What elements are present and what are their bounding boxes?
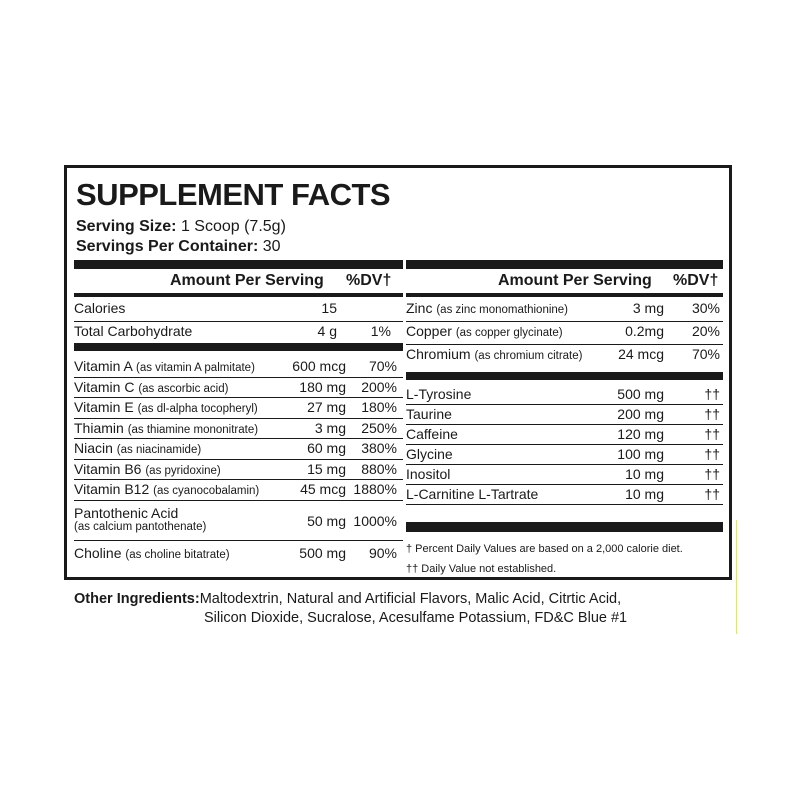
nutrient-name-text: Vitamin A <box>74 358 133 374</box>
nutrient-dv: 250% <box>361 419 397 436</box>
row-divider <box>74 479 403 480</box>
right-other-row <box>406 446 723 464</box>
right-other-row <box>406 386 723 404</box>
nutrient-name-text: Vitamin B12 <box>74 481 150 497</box>
row-divider <box>406 321 723 322</box>
nutrient-dv: 70% <box>368 358 397 374</box>
row-divider <box>74 500 403 501</box>
nutrient-name-text: Inositol <box>406 466 451 482</box>
right-column <box>406 260 723 575</box>
nutrient-name <box>406 406 452 422</box>
nutrient-name <box>406 346 582 362</box>
supplement-facts-panel <box>64 165 732 580</box>
right-mineral-row <box>406 346 723 367</box>
row-divider <box>74 459 403 460</box>
row-divider <box>74 377 403 378</box>
nutrient-source: (as ascorbic acid) <box>138 382 229 395</box>
nutrient-source: (as zinc monomathionine) <box>436 304 569 316</box>
serving-size-label: Serving Size: <box>76 218 177 235</box>
nutrient-source: (as dl-alpha tocopheryl) <box>137 403 258 415</box>
serving-size-value: 1 Scoop (7.5g) <box>180 218 286 235</box>
right-bottom-bar <box>406 522 723 532</box>
left-vitamin-row <box>74 440 403 459</box>
nutrient-name <box>74 379 228 395</box>
panel-title: SUPPLEMENT FACTS <box>76 177 391 212</box>
row-divider <box>406 464 723 465</box>
nutrient-dv: †† <box>704 486 720 502</box>
serving-size <box>76 218 286 236</box>
accent-line <box>736 520 737 634</box>
left-column <box>74 260 403 570</box>
nutrient-dv: †† <box>704 446 720 462</box>
nutrient-name <box>74 358 255 374</box>
nutrient-name-text: Taurine <box>406 406 452 422</box>
nutrient-name <box>74 545 230 561</box>
right-other-row <box>406 426 723 444</box>
nutrient-amount: 10 mg <box>625 486 664 502</box>
nutrient-dv: †† <box>704 466 720 482</box>
right-other-row <box>406 486 723 504</box>
row-divider <box>74 397 403 398</box>
nutrient-row-choline <box>74 545 403 563</box>
left-energy-row <box>74 300 403 321</box>
other-ingredients-line1: Maltodextrin, Natural and Artificial Flavors, Malic Acid, Citrtic Acid, <box>199 591 622 607</box>
nutrient-amount: 180 mg <box>299 378 346 395</box>
nutrient-name-text: L-Tyrosine <box>406 386 472 402</box>
row-divider <box>74 540 403 541</box>
servings-per-container <box>76 238 281 256</box>
nutrient-name-text: Vitamin E <box>74 399 134 415</box>
left-header-rule <box>74 293 403 297</box>
nutrient-name <box>74 461 221 477</box>
nutrient-source: (as calcium pantothenate) <box>74 521 207 533</box>
nutrient-name <box>406 466 450 482</box>
row-divider <box>74 438 403 439</box>
nutrient-name-text: Glycine <box>406 446 453 462</box>
nutrient-amount: 15 mg <box>307 460 346 477</box>
row-divider <box>406 424 723 425</box>
nutrient-amount: 60 mg <box>307 440 346 456</box>
right-mineral-row <box>406 300 723 321</box>
nutrient-amount: 100 mg <box>617 446 664 462</box>
left-energy-row <box>74 323 403 344</box>
nutrient-dv: †† <box>704 406 720 422</box>
right-header-dv: %DV† <box>673 272 719 289</box>
left-vitamin-row <box>74 481 403 500</box>
nutrient-name-text: Thiamin <box>74 419 124 436</box>
nutrient-dv: 180% <box>361 399 397 415</box>
nutrient-amount: 4 g <box>317 323 337 339</box>
nutrient-name <box>406 386 471 402</box>
nutrient-source: (as vitamin A palmitate) <box>136 362 255 374</box>
nutrient-name-text: Zinc <box>406 300 433 316</box>
nutrient-dv: 1880% <box>353 481 397 497</box>
nutrient-dv: 200% <box>361 378 397 395</box>
nutrient-name <box>406 426 458 442</box>
right-header-rule <box>406 293 723 297</box>
nutrient-source: (as niacinamide) <box>116 444 202 456</box>
nutrient-name-text: L-Carnitine L-Tartrate <box>406 486 539 502</box>
nutrient-amount: 600 mcg <box>292 358 346 374</box>
left-vitamin-row <box>74 399 403 418</box>
nutrient-name <box>74 420 258 436</box>
nutrient-amount: 15 <box>321 300 337 316</box>
left-mid-bar <box>74 343 403 351</box>
nutrient-name <box>406 300 568 316</box>
nutrient-name-text: Calories <box>74 300 126 316</box>
left-vitamin-row <box>74 461 403 480</box>
nutrient-source: (as chromium citrate) <box>474 350 583 362</box>
other-ingredients <box>74 590 628 626</box>
left-header-amount: Amount Per Serving <box>170 272 324 289</box>
nutrient-amount: 0.2mg <box>625 323 664 339</box>
nutrient-name <box>74 323 192 339</box>
nutrient-amount: 500 mg <box>299 545 346 561</box>
nutrient-amount: 24 mcg <box>618 346 664 362</box>
nutrient-dv: 1% <box>370 323 391 339</box>
nutrient-amount: 500 mg <box>617 386 664 402</box>
nutrient-dv: 30% <box>691 300 720 316</box>
nutrient-name-text: Total Carbohydrate <box>74 323 193 339</box>
right-mid-bar <box>406 372 723 380</box>
nutrient-amount: 45 mcg <box>300 481 346 497</box>
nutrient-amount: 27 mg <box>307 399 346 415</box>
nutrient-dv: 380% <box>361 440 397 456</box>
left-vitamin-row <box>74 358 403 377</box>
nutrient-source: (as choline bitatrate) <box>125 549 230 561</box>
nutrient-amount: 10 mg <box>625 466 664 482</box>
nutrient-dv: 20% <box>691 323 720 339</box>
row-divider <box>406 404 723 405</box>
nutrient-dv: 70% <box>691 346 720 362</box>
servings-per-container-value: 30 <box>262 238 281 255</box>
nutrient-row-pantothenic <box>74 505 403 537</box>
other-ingredients-line2: Silicon Dioxide, Sucralose, Acesulfame Potassium, FD&C Blue #1 <box>204 610 628 626</box>
nutrient-dv: †† <box>704 426 720 442</box>
nutrient-amount: 200 mg <box>617 406 664 422</box>
nutrient-name-text: Chromium <box>406 346 471 362</box>
nutrient-name-text: Vitamin C <box>74 378 135 395</box>
nutrient-name: Pantothenic Acid <box>74 505 179 521</box>
right-header-amount: Amount Per Serving <box>498 272 652 289</box>
right-other-row <box>406 406 723 424</box>
servings-per-container-label: Servings Per Container: <box>76 238 259 255</box>
left-top-bar <box>74 260 403 269</box>
nutrient-dv: 90% <box>368 545 397 561</box>
nutrient-name <box>74 440 201 456</box>
row-divider <box>406 444 723 445</box>
nutrient-dv: 880% <box>361 460 397 477</box>
nutrient-name-text: Vitamin B6 <box>74 460 142 477</box>
other-ingredients-label: Other Ingredients: <box>74 591 200 607</box>
footnote-percent-dv: † Percent Daily Values are based on a 2,000 calorie diet. <box>406 543 683 555</box>
nutrient-name <box>74 481 259 497</box>
nutrient-name <box>74 399 258 415</box>
nutrient-name-text: Copper <box>406 323 452 339</box>
row-divider <box>74 321 403 322</box>
left-vitamin-row <box>74 420 403 439</box>
nutrient-amount: 3 mg <box>314 419 346 436</box>
nutrient-name <box>406 446 453 462</box>
nutrient-name-text: Niacin <box>74 440 113 456</box>
nutrient-name <box>406 323 563 339</box>
row-divider <box>406 344 723 345</box>
left-header-dv: %DV† <box>346 272 392 289</box>
left-vitamin-row <box>74 379 403 398</box>
nutrient-amount: 3 mg <box>632 300 664 316</box>
nutrient-source: (as pyridoxine) <box>145 464 221 477</box>
nutrient-dv: †† <box>704 386 720 402</box>
nutrient-source: (as cyanocobalamin) <box>153 485 260 497</box>
row-divider <box>74 418 403 419</box>
right-top-bar <box>406 260 723 269</box>
row-divider <box>406 504 723 505</box>
nutrient-amount: 120 mg <box>617 426 664 442</box>
nutrient-name-text: Choline <box>74 545 122 561</box>
nutrient-name <box>74 300 125 316</box>
right-other-row <box>406 466 723 484</box>
nutrient-source: (as thiamine mononitrate) <box>127 423 259 436</box>
nutrient-name-text: Caffeine <box>406 426 458 442</box>
footnote-dv-not-established: †† Daily Value not established. <box>406 563 557 575</box>
nutrient-amount: 50 mg <box>307 513 346 529</box>
right-mineral-row <box>406 323 723 344</box>
nutrient-dv: 1000% <box>353 513 397 529</box>
row-divider <box>406 484 723 485</box>
nutrient-name <box>406 486 538 502</box>
nutrient-source: (as copper glycinate) <box>455 327 563 339</box>
